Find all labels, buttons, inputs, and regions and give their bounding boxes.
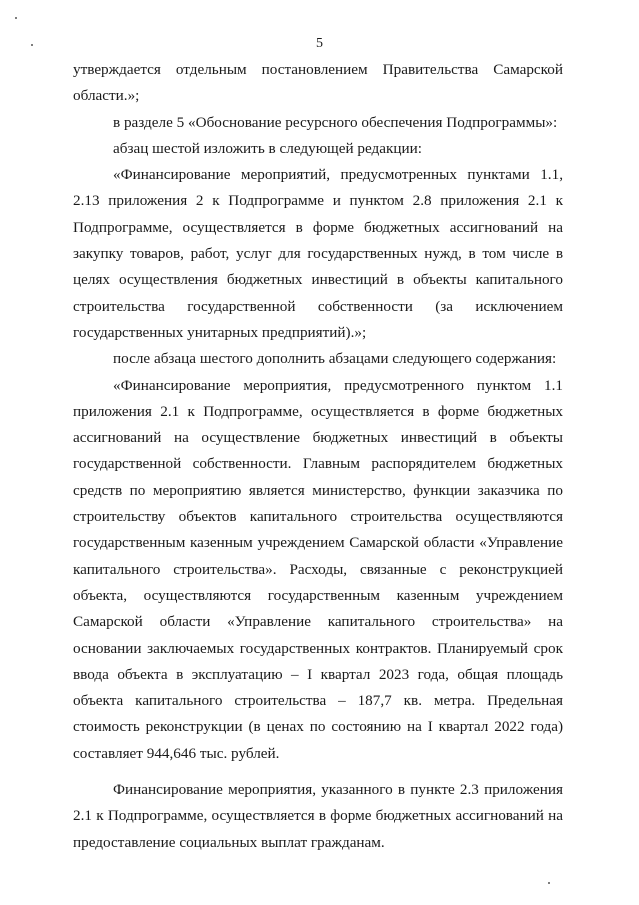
scan-speck	[548, 882, 550, 884]
paragraph-sixth-abzac-instruction: абзац шестой изложить в следующей редакции:	[113, 139, 422, 157]
paragraph-approval-note: утверждается отдельным постановлением Правительства Самарской области.»;	[73, 61, 563, 105]
document-body	[73, 57, 563, 856]
scan-speck	[15, 17, 17, 19]
paragraph-financing-measures: «Финансирование мероприятий, предусмотренных пунктами 1.1, 2.13 приложения 2 к Подпрограмме и пунктом 2.8 приложения 2.1 к Подпрограмме, осуществляется в форме бюджетных ассигнований на закупку товаров, работ, услуг для государственных нужд, в том числе в целях осуществления бюджетных инвестиций в объекты капитального строительства государственной собственности (за исключением государственных унитарных предприятий).»;	[73, 166, 563, 341]
paragraph-section-5-heading: в разделе 5 «Обоснование ресурсного обеспечения Подпрограммы»:	[113, 113, 558, 131]
paragraph-add-abzacs-instruction: после абзаца шестого дополнить абзацами следующего содержания:	[113, 350, 557, 368]
page-number: 5	[316, 36, 323, 51]
paragraph-financing-measure-1-1: «Финансирование мероприятия, предусмотренного пунктом 1.1 приложения 2.1 к Подпрограмме, осуществляется в форме бюджетных ассигнований на осуществление бюджетных инвестиций в объекты государственной собственности. Главным распорядителем бюджетных средств по мероприятию является министерство, функции заказчика по строительству объектов капитального строительства осуществляются государственным казенным учреждением Самарской области «Управление капитального строительства». Расходы, связанные с реконструкцией объекта, осуществляются государственным казенным учреждением Самарской области «Управление капитального строительства» на основании заключаемых государственных контрактов. Планируемый срок ввода объекта в эксплуатацию – I квартал 2023 года, общая площадь объекта капитального строительства – 187,7 кв. метра. Предельная стоимость реконструкции (в ценах по состоянию на I квартал 2022 года) составляет 944,646 тыс. рублей.	[73, 376, 563, 762]
paragraph-financing-measure-2-3: Финансирование мероприятия, указанного в пункте 2.3 приложения 2.1 к Подпрограмме, осуществляется в форме бюджетных ассигнований на предоставление социальных выплат гражданам.	[73, 781, 563, 851]
